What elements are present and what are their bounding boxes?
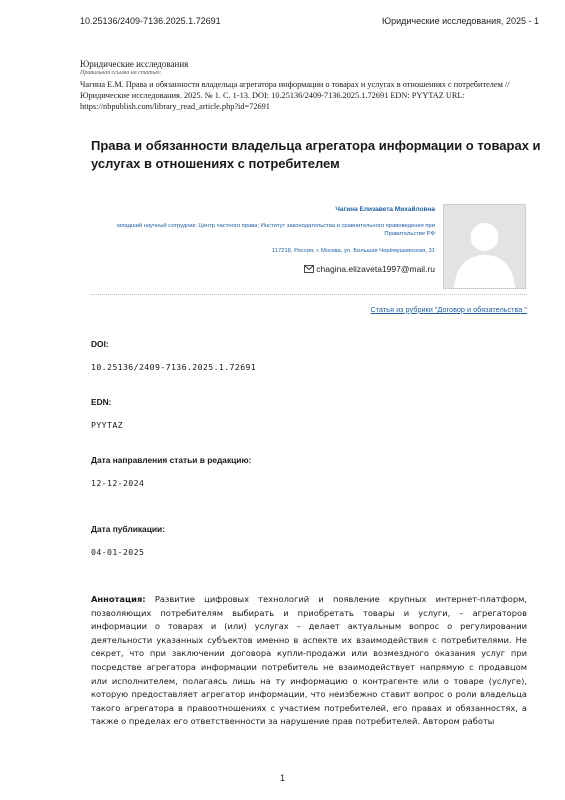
author-email[interactable]: chagina.elizaveta1997@mail.ru xyxy=(316,264,435,274)
citation-text: Чагина Е.М. Права и обязанности владельца агрегатора информации о товарах и услугах в отношениях с потребителем // Юридические исследования. 2025. № 1. С. 1-13. DOI: 10.25136/2409-7136.2025.1.72691 EDN: PYYTAZ URL: https://nbpublish.com/library_read_article.php?id=72691 xyxy=(80,80,510,111)
author-address: 117218, Россия, г. Москва, ул. Большая Черёмушкинская, 31 xyxy=(271,248,435,254)
author-block xyxy=(115,206,435,274)
article-title: Права и обязанности владельца агрегатора информации о товарах и услугах в отношениях с потребителем xyxy=(91,138,541,171)
submitted-value: 12-12-2024 xyxy=(91,478,145,488)
edn-label: EDN: xyxy=(91,397,112,407)
author-email-row[interactable] xyxy=(115,264,435,274)
journal-name: Юридические исследования xyxy=(80,59,189,69)
abstract-label: Аннотация: xyxy=(91,594,146,604)
edn-value: PYYTAZ xyxy=(91,420,123,430)
header-doi: 10.25136/2409-7136.2025.1.72691 xyxy=(80,16,221,26)
page-number: 1 xyxy=(279,773,285,783)
abstract xyxy=(91,593,527,729)
rubric-link[interactable]: Статья из рубрики "Договор и обязательства " xyxy=(370,305,527,314)
published-label: Дата публикации: xyxy=(91,524,165,534)
separator-line xyxy=(91,294,527,295)
doi-label: DOI: xyxy=(91,339,109,349)
envelope-icon xyxy=(304,265,314,273)
published-value: 04-01-2025 xyxy=(91,547,145,557)
author-position: младший научный сотрудник; Центр частного права; Институт законодательства и сравнительного правоведения при Правительстве РФ xyxy=(117,223,435,237)
author-name: Чагина Елизавета Михайловна xyxy=(335,206,435,213)
submitted-label: Дата направления статьи в редакцию: xyxy=(91,455,252,465)
header-journal-issue: Юридические исследования, 2025 - 1 xyxy=(382,16,539,26)
doi-value: 10.25136/2409-7136.2025.1.72691 xyxy=(91,362,257,372)
author-avatar xyxy=(443,204,526,289)
abstract-text: Развитие цифровых технологий и появление крупных интернет-платформ, позволяющих потребителям выбирать и приобретать товары и услуги, – агрегаторов информации о товарах и (или) услугах – делает актуальным вопрос о регулировании деятельности указанных субъектов именно в аспекте их взаимодействия с потребителями. Не секрет, что при заключении договора купли-продажи или возмездного оказания услуг при посредстве агрегатора информации потребитель не взаимодействует напрямую с продавцом или исполнителем, полагаясь лишь на ту информацию о контрагенте или о товаре (услуге), которую предоставляет агрегатор информации, что неизбежно ставит вопрос о роли владельца такого агрегатора в правоотношениях с участием потребителей, его правах и обязанностях, а также о пределах его ответственности за нарушение прав потребителей. Автором работы xyxy=(91,594,527,727)
citation-label: Правильная ссылка на статью: xyxy=(80,70,162,76)
user-silhouette-icon xyxy=(444,205,525,288)
